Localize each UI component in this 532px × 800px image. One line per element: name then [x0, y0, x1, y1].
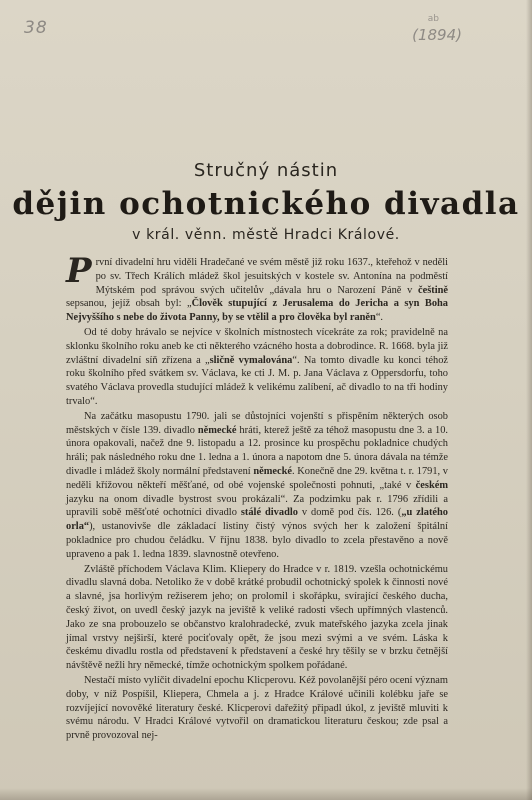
bold-text: českém	[415, 479, 448, 491]
title-line-1: Stručný nástin	[193, 160, 339, 181]
text-segment: sepsanou, jejíž obsah byl: „	[66, 298, 192, 310]
bold-text: sličně vymalována	[209, 354, 293, 366]
paragraph	[66, 326, 448, 409]
text-segment: Nestačí místo vylíčit divadelní epochu Klicperovu. Kéž povolanější péro ocení význam doby, v níž Pospíšil, Kliepera, Chmela a j. z Hradce Králové učinili kolébku jaře se rozvíjející novověké literatury české. Klicperovi dařežitý připadl úkol, z jeviště mluviti k svému národu. V Hradci Králové vytvořil on dramatickou literaturu českou; zde psal a prvně provozoval nej-	[66, 674, 448, 742]
subtitle: v král. věnn. městě Hradci Králové.	[132, 227, 400, 243]
bold-text: německé	[253, 465, 292, 477]
text-segment: Od té doby hrávalo se nejvíce v školních místnostech vícekráte za rok; pravidelně na sklonku školního roku aneb ke cti některého vzácného hosta a dobrodince. R. 1668. byla již zvláštní divadelní síň zřízena a „	[66, 326, 448, 366]
handwritten-page-number: 38	[24, 18, 48, 38]
text-segment: Na začátku masopustu 1790. jali se důstojníci vojenští s přispěním některých osob městských v čísle 139. divadlo	[66, 410, 448, 436]
paragraph	[66, 563, 448, 673]
text-segment: “. Na tomto divadle ku konci téhož roku školního před svátkem sv. Václava, ke cti J. M. p. Jana Václava z Oppersdorfu, toho svatého Václava provedla studující mládež k velikému zalíbení, ač divadlo to na tři hodiny trvalo“.	[66, 354, 449, 407]
bold-text: Člověk stupující z Jerusalema do Jericha a syn Boha Nejvyššího s nebe do života Panny, by se vtělil a pro člověka byl raněn	[66, 298, 449, 324]
text-segment: ), ustanovivše dle základací listiny čistý výnos svých her k založení špitální pokladnice pro chudou čeládku. V říjnu 1838. bylo divadlo to zcela přestavěno a nově upraveno a pak 1. ledna 1839. slavnostně otevřeno.	[66, 521, 448, 560]
text-segment: jazyku na onom divadle bystrost svou prokázali“. Za podzimku pak r. 1796 zřídili a upravili sobě měšťoté ochotníci divadlo	[66, 493, 448, 519]
bold-text: „u zlatého orla“	[66, 507, 448, 533]
text-segment: rvní divadelní hru viděli Hradečané ve svém městě již roku 1637., kteřehož v neděli po sv. Třech Králích mládež škol jesuitských v kostele sv. Antonína na podměstí Mýtském pod správou svých učitelův „dávala hru o Narození Páně v	[95, 257, 448, 296]
page-bottom-shadow	[0, 788, 532, 800]
paragraph	[66, 251, 449, 325]
paragraph	[66, 410, 448, 562]
main-title: dějin ochotnického divadla	[12, 186, 520, 222]
text-segment: hráti, kterež ještě za téhož masopustu dne 3. a 10. února opakovali, načež dne 9. listopadu a 12. prosince ku prospěchu pokladnice chudých hráli; pak následného roku dne 1. ledna a 1. února a napotom dne 5. února dávala na témže divadle i mládež školy normální představení	[66, 424, 448, 477]
text-segment: v domě pod čís. 126. (	[297, 507, 402, 519]
page-edge-shadow	[526, 0, 532, 800]
paragraph	[66, 674, 448, 743]
bold-text: německé	[197, 424, 237, 436]
bold-text: stálé divadlo	[240, 507, 298, 519]
title-block	[0, 160, 532, 243]
handwritten-year: (1894)	[412, 26, 462, 44]
handwritten-note: ab	[427, 14, 439, 24]
text-segment: “.	[375, 312, 384, 324]
text-segment: . Konečně dne 29. května t. r. 1791, v neděli křížovou někteří měšťané, od obé vojenské společnosti pohnuti, „také v	[66, 465, 448, 491]
drop-cap: P	[66, 251, 92, 291]
article-body	[66, 251, 449, 744]
text-segment: Zvláště příchodem Václava Klim. Kliepery do Hradce v r. 1819. vzešla ochotnickému divadlu slavná doba. Netoliko že v době krátké probudil ochotnický spolek k činnosti nové a slavné, jsa horlivým režiserem jeho; on prolomil i skořápku, svírající českého ducha, český život, on uvedl český jazyk na jeviště k veliké radosti všech upřímných vlastenců. Jako ze sna probouzelo se občanstvo kralohradecké, zvuk mateřského jazyka zcela jinak jímal vrstvy nejširší, které pociťovaly opět, že jsou mezi svými a ve svém. Láska k českému divadlu rostla od představení k představení a české hry těšily se v brzku četnější návštěvě nežli hry německé, tímže ochotnickým spolkem pořádané.	[66, 563, 448, 672]
bold-text: češtině	[417, 284, 448, 296]
